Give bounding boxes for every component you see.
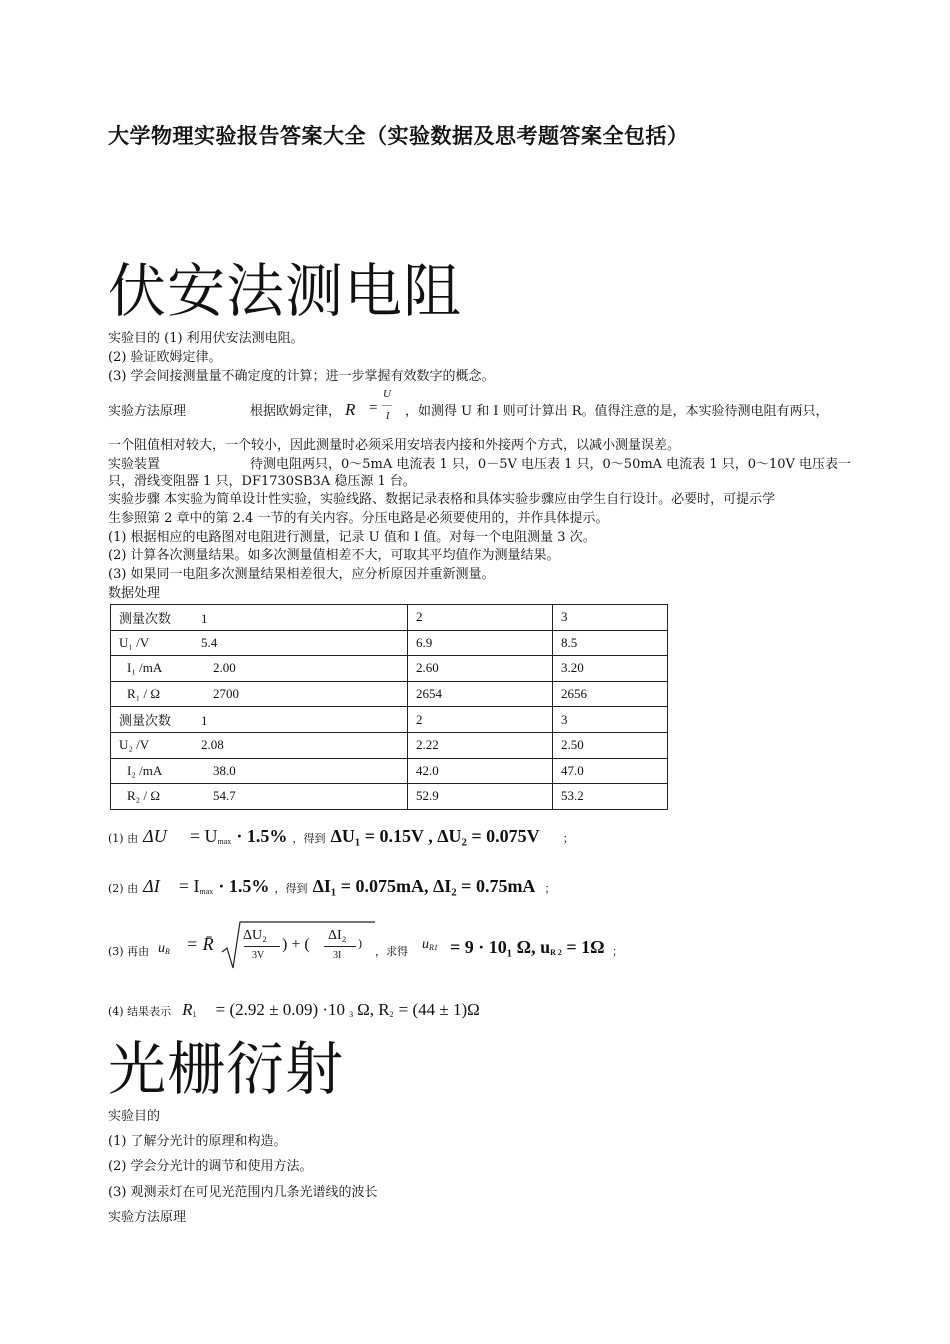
method-text: ，如测得 U 和 I 则可计算出 R。值得注意的是，本实验待测电阻有两只， <box>405 404 829 419</box>
calc3-u: $u_R$ <box>158 941 170 956</box>
table-row <box>111 707 668 733</box>
calc-line-2: (2) 由 $\Delta I = I_{max} \cdot 1.5\%$ ，得到 ΔI₁ = 0.075mA, ΔI₂ = 0.75mA ； <box>108 876 556 896</box>
calc3-prefix: (3) 再由 <box>108 945 150 958</box>
apparatus-label: 实验装置 <box>108 457 161 472</box>
table-row <box>111 681 668 707</box>
table-cell: 52.9 <box>408 784 553 810</box>
purpose-line: (2) 验证欧姆定律。 <box>108 350 222 365</box>
table-row <box>111 656 668 682</box>
table-cell: 3 <box>553 707 668 733</box>
method-text: 根据欧姆定律， <box>250 404 342 419</box>
table-cell: 53.2 <box>553 784 668 810</box>
table-cell: R₁ / Ω 2700 <box>111 681 408 707</box>
fraction-bar <box>382 405 392 406</box>
steps-line: (1) 根据相应的电路图对电阻进行测量，记录 U 值和 I 值。对每一个电阻测量 3 次。 <box>108 530 596 545</box>
calc3-frac2-den: 3I <box>333 950 342 961</box>
fraction-bar <box>244 946 280 947</box>
formula-equals: = <box>369 400 378 416</box>
steps-line: (3) 如果同一电阻多次测量结果相差很大，应分析原因并重新测量。 <box>108 567 495 582</box>
purpose-line: (2) 学会分光计的调节和使用方法。 <box>108 1159 313 1174</box>
steps-line: 生参照第 2 章中的第 2.4 一节的有关内容。分压电路是必须要使用的，并作具体提示。 <box>108 511 609 526</box>
calc3-uR1: $u_{R1}$ <box>422 937 438 952</box>
calc3-mid: ，求得 <box>375 945 408 958</box>
table-cell: 2654 <box>408 681 553 707</box>
purpose-line: (3) 观测汞灯在可见光范围内几条光谱线的波长 <box>108 1185 378 1200</box>
table-cell: I₁ /mA 2.00 <box>111 656 408 682</box>
formula-numerator: U <box>383 388 391 400</box>
table-row <box>111 732 668 758</box>
table-cell: U₂ /V 2.08 <box>111 732 408 758</box>
table-cell: R₂ / Ω 54.7 <box>111 784 408 810</box>
calc3-close-paren: ) <box>358 936 362 950</box>
table-cell: 2 <box>408 605 553 631</box>
calc3-result: = 9 · 10₁ Ω, $u_{R 2} = 1\Omega$ <box>450 937 605 957</box>
table-cell: U₁ /V 5.4 <box>111 630 408 656</box>
purpose-line: (3) 学会间接测量量不确定度的计算；进一步掌握有效数字的概念。 <box>108 369 495 384</box>
table-row <box>111 630 668 656</box>
apparatus-text: 只，滑线变阻器 1 只，DF1730SB3A 稳压源 1 台。 <box>108 474 416 489</box>
calc3-plus: ) + ( <box>282 936 310 953</box>
calc3-frac1-den: 3V <box>252 950 265 961</box>
table-cell: 3.20 <box>553 656 668 682</box>
table-row <box>111 605 668 631</box>
steps-line: (2) 计算各次测量结果。如多次测量值相差不大，可取其平均值作为测量结果。 <box>108 548 560 563</box>
data-processing-label: 数据处理 <box>108 586 161 601</box>
measurement-table <box>110 604 668 810</box>
table-cell: 8.5 <box>553 630 668 656</box>
table-cell: 2.22 <box>408 732 553 758</box>
calc3-frac2-num: ΔI₂ <box>328 928 347 943</box>
fraction-bar <box>324 946 356 947</box>
table-cell: 测量次数 1 <box>111 707 408 733</box>
purpose-line: (1) 了解分光计的原理和构造。 <box>108 1134 287 1149</box>
method-label: 实验方法原理 <box>108 404 187 419</box>
purpose-line: 实验目的 (1) 利用伏安法测电阻。 <box>108 331 304 346</box>
method-label: 实验方法原理 <box>108 1210 187 1225</box>
purpose-label: 实验目的 <box>108 1109 161 1124</box>
section-title-grating: 光栅衍射 <box>108 1035 345 1103</box>
table-cell: 2.50 <box>553 732 668 758</box>
section-title-voltammetry: 伏安法测电阻 <box>108 257 463 325</box>
calc3-frac1-num: ΔU₂ <box>243 928 267 943</box>
table-cell: 2 <box>408 707 553 733</box>
calc3-end: ； <box>612 945 623 958</box>
apparatus-text: 待测电阻两只，0～5mA 电流表 1 只，0－5V 电压表 1 只，0～50mA 电流表 1 只，0～10V 电压表一 <box>250 457 852 472</box>
table-cell: 2656 <box>553 681 668 707</box>
document-title: 大学物理实验报告答案大全（实验数据及思考题答案全包括） <box>108 123 689 148</box>
method-text: 一个阻值相对较大，一个较小，因此测量时必须采用安培表内接和外接两个方式，以减小测量误差。 <box>108 438 681 453</box>
calc-line-1: (1) 由 $\Delta U = U_{max} \cdot 1.5\%$ ，得到 ΔU₁ = 0.15V , ΔU₂ = 0.075V ； <box>108 826 574 846</box>
table-row <box>111 784 668 810</box>
table-cell: 42.0 <box>408 758 553 784</box>
calc3-eq: = R̄ <box>186 934 214 954</box>
steps-line: 实验步骤 本实验为简单设计性实验，实验线路、数据记录表格和具体实验步骤应由学生自行设计。必要时，可提示学 <box>108 492 776 507</box>
table-row <box>111 758 668 784</box>
table-cell: I₂ /mA 38.0 <box>111 758 408 784</box>
table-cell: 测量次数 1 <box>111 605 408 631</box>
table-cell: 3 <box>553 605 668 631</box>
formula-R: R <box>345 400 356 419</box>
table-cell: 2.60 <box>408 656 553 682</box>
formula-denominator: I <box>386 411 390 422</box>
table-cell: 6.9 <box>408 630 553 656</box>
table-cell: 47.0 <box>553 758 668 784</box>
calc-line-4: (4) 结果表示 $R_1 = (2.92 \pm 0.09) \cdot 10$ $_3$ Ω, $R_2 = (44 \pm 1)\Omega$ <box>108 1000 480 1019</box>
